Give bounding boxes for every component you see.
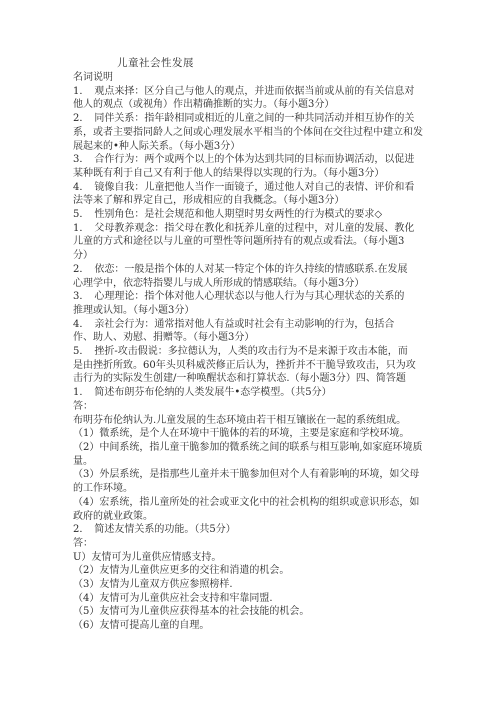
- document-title: 儿童社会性发展: [117, 57, 194, 69]
- text-line: 展起来的•种人际关系。（每小题3分）: [73, 140, 241, 152]
- text-line: 2． 同伴关系：指年龄相同或相近的儿童之间的一种共同活动并相互协作的关: [73, 113, 415, 125]
- text-line: 分）: [73, 250, 93, 262]
- text-line: 3． 心理理论：指个体对他人心理状态以与他人行为与其心理状态的关系的: [73, 291, 405, 303]
- text-line: 5． 挫折-攻击假说：多拉德认为，人类的攻击行为不是来源于攻击本能，而: [73, 346, 408, 358]
- text-line: 2． 简述友情关系的功能。（共5分）: [73, 524, 236, 536]
- document-body: [73, 71, 460, 633]
- text-line: 5． 性别角色：是社会规范和他人期望时男女两性的行为模式的要求◇: [73, 209, 383, 221]
- text-line: 推理或认知。（每小题3分）: [73, 304, 195, 316]
- text-line: 系，或者主要指同龄人之间或心理发展水平相当的个体间在交往过程中建立和发: [73, 126, 423, 138]
- text-line: 2． 依恋：一般是指个体的人对某一特定个体的许久持续的情感联系.在发展: [73, 263, 408, 275]
- text-line: （3）友情为儿童双方供应参照榜样.: [73, 579, 233, 591]
- text-line: 4． 亲社会行为：通常指对他人有益或时社会有主动影响的行为，包括合: [73, 318, 395, 330]
- text-line: （5）友情可为儿童供应获得基本的社会技能的机会。: [73, 606, 310, 618]
- text-line: （4）友情可为儿童供应社会支持和牢靠同盟.: [73, 592, 273, 604]
- text-line: （2）友情为儿童供应更多的交往和消遣的机会。: [73, 565, 290, 577]
- text-line: 4． 镜像自我：儿童把他人当作一面镜子，通过他人对自己的表情、评价和看: [73, 181, 415, 193]
- text-line: U）友情可为儿童供应情感支持。: [73, 551, 222, 563]
- text-line: 1． 父母教养观念：指父母在教化和抚养儿童的过程中，对儿童的发展、教化: [73, 222, 415, 234]
- text-line: （3）外层系统，是指那些儿童并未干脆参加但对个人有着影响的环境，如父母: [73, 469, 420, 481]
- text-line: 他人的观点（或视角）作出精确推断的实力。（每小题3分）: [73, 99, 335, 111]
- text-line: 答：: [73, 537, 93, 549]
- text-line: 儿童的方式和途径以与儿童的可塑性等问题所持有的观点或看法。（每小题3: [73, 236, 405, 248]
- text-line: 心理学中，依恋特指婴儿与成人所形成的情感联结。（每小题3分）: [73, 277, 365, 289]
- text-line: 3． 合作行为：两个或两个以上的个体为达到共同的目标而协调活动，以促进: [73, 154, 415, 166]
- text-line: 布明芬布伦纳认为.儿童发展的生态环境由若干相互镶嵌在一起的系统组成。: [73, 414, 407, 426]
- text-line: （6）友情可提高儿童的自理。: [73, 620, 210, 632]
- text-line: 作、助人、劝慰、捐赠等。（每小题3分）: [73, 332, 255, 344]
- text-line: （2）中间系统，指儿童干脆参加的微系统之间的联系与相互影响,如家庭环境质: [73, 441, 423, 453]
- text-line: （4）宏系统，指儿童所处的社会或亚文化中的社会机构的组织或意识形态，如: [73, 496, 420, 508]
- text-line: 法等来了解和界定自己，形成相应的自我概念。（每小题3分）: [73, 195, 345, 207]
- text-line: 名词说明: [73, 72, 113, 83]
- text-line: （1）微系统，是个人在环境中干脆体的若的环境，主要是家庭和学校环境。: [73, 428, 410, 440]
- text-line: 量。: [73, 455, 93, 467]
- text-line: 某种既有利于自己又有利于他人的结果得以实现的行为。（每小题3分）: [73, 167, 385, 179]
- text-line: 是由挫折所致。60年头贝科威茨修正后认为，挫折并不干脆导致攻击，只为攻: [73, 359, 416, 371]
- text-line: 的工作环境。: [73, 483, 133, 495]
- text-line: 政府的就业政策。: [73, 510, 153, 522]
- text-line: 1． 观点来择：区分自己与他人的观点，并进而依据当前或从前的有关信息对: [73, 85, 415, 97]
- text-line: 答：: [73, 400, 93, 412]
- text-line: 1． 简述布朗芬布伦纳的人类发展牛•态学模型。（共5分）: [73, 387, 332, 399]
- text-line: 击行为的实际发生创建/一种唤醒状态和打算状态.（每小题3分）四、简答题: [73, 373, 406, 385]
